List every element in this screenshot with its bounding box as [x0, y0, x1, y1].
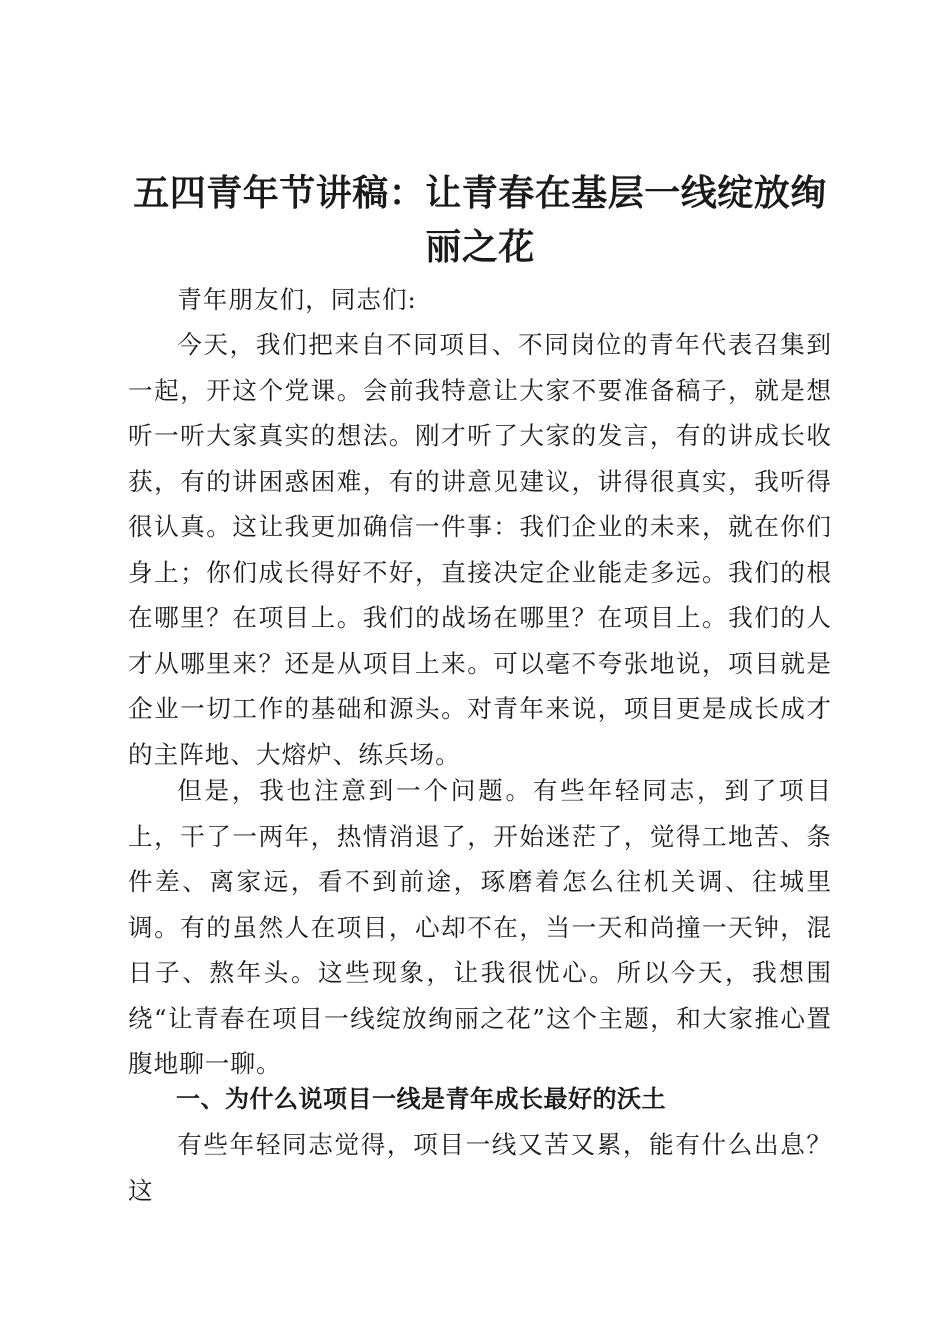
paragraph-opening: 今天，我们把来自不同项目、不同岗位的青年代表召集到一起，开这个党课。会前我特意让大家不要准备稿子，就是想听一听大家真实的想法。刚才听了大家的发言，有的讲成长收获，有的讲困惑困难，有的讲意见建议，讲得很真实，我听得很认真。这让我更加确信一件事：我们企业的未来，就在你们身上；你们成长得好不好，直接决定企业能走多远。我们的根在哪里？在项目上。我们的战场在哪里？在项目上。我们的人才从哪里来？还是从项目上来。可以毫不夸张地说，项目就是企业一切工作的基础和源头。对青年来说，项目更是成长成才的主阵地、大熔炉、练兵场。 [128, 330, 832, 769]
paragraph-concern: 但是，我也注意到一个问题。有些年轻同志，到了项目上，干了一两年，热情消退了，开始迷茫了，觉得工地苦、条件差、离家远，看不到前途，琢磨着怎么往机关调、往城里调。有的虽然人在项目，心却不在，当一天和尚撞一天钟，混日子、熬年头。这些现象，让我很忧心。所以今天，我想围绕“让青春在项目一线绽放绚丽之花”这个主题，和大家推心置腹地聊一聊。 [128, 776, 832, 1078]
salutation: 青年朋友们，同志们: [177, 285, 417, 314]
section-paragraph: 有些年轻同志觉得，项目一线又苦又累，能有什么出息？这 [128, 1130, 832, 1205]
section-heading: 一、为什么说项目一线是青年成长最好的沃土 [176, 1085, 666, 1113]
document-title: 五四青年节讲稿：让青春在基层一线绽放绚丽之花 [133, 172, 827, 268]
